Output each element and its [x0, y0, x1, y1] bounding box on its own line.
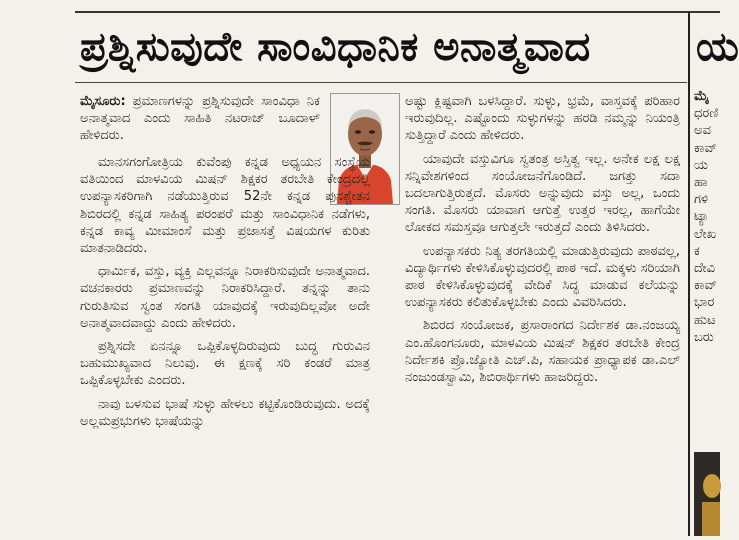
paragraph: ಯಾವುದೇ ವಸ್ತುವಿಗೂ ಸ್ವತಂತ್ರ ಅಸ್ತಿತ್ವ ಇಲ್ಲ. ಅನೇಕ ಲಕ್ಷ ಲಕ್ಷ ಸನ್ನಿವೇಶಗಳಿಂದ ಸಂಯೋಜನೆಗೊಂಡಿದೆ. ಜಗತ್ತು ಸದಾ ಬದಲಾಗುತ್ತಿರುತ್ತದೆ. ಮೊಸರು ಅನ್ನುವುದು ವಸ್ತು ಅಲ್ಲ, ಒಂದು ಸಂಗತಿ. ಮೊಸರು ಯಾವಾಗ ಆಗುತ್ತೆ ಉತ್ತರ ಇರಲ್ಲ, ಹಾಗೆಯೇ ಲೋಕದ ಸಮಸ್ತವೂ ಆಗುತ್ತಲೇ ಇರುತ್ತದೆ ಎಂದು ತಿಳಿಸಿದರು. [405, 151, 680, 236]
adjacent-line: ಹುಟ [694, 312, 716, 328]
paragraph: ಶಿಬಿರದ ಸಂಯೋಜಕ, ಪ್ರಸಾರಾಂಗದ ನಿರ್ದೇಶಕ ಡಾ.ನಂಜಯ್ಯ ಎಂ.ಹೊಂಗನೂರು, ಮಾಳವಿಯ ಮಿಷನ್ ಶಿಕ್ಷಕರ ತರಬೇತಿ ಕೇಂದ್ರ ನಿರ್ದೇಶಕಿ ಪ್ರೊ.ಜ್ಯೋತಿ ಎಚ್.ಪಿ, ಸಹಾಯಕ ಪ್ರಾಧ್ಯಾಪಕ ಡಾ.ಎಲ್ ನಂಜುಂಡಸ್ವಾಮಿ, ಶಿಬಿರಾರ್ಥಿಗಳು ಹಾಜರಿದ್ದರು. [405, 318, 680, 386]
adjacent-line: ಬರು [694, 329, 714, 345]
adjacent-line: ಕಾವ್ [694, 278, 717, 294]
paragraph: ಮಾನಸಗಂಗೋತ್ರಿಯ ಕುವೆಂಪು ಕನ್ನಡ ಅಧ್ಯಯನ ಸಂಸ್ಥೆಯ ವತಿಯಿಂದ ಮಾಳವಿಯ ಮಿಷನ್ ಶಿಕ್ಷಕರ ತರಬೇತಿ ಕೇಂದ್ರದಲ್ಲಿ ಉಪನ್ಯಾಸಕರಿಗಾಗಿ ನಡೆಯುತ್ತಿರುವ 52ನೇ ಕನ್ನಡ ಪುನಶ್ಚೇತನ ಶಿಬಿರದಲ್ಲಿ ಕನ್ನಡ ಸಾಹಿತ್ಯ ಪರಂಪರೆ ಮತ್ತು ಸಾಂವಿಧಾನಿಕ ನಡೆಗಳು, ಕನ್ನಡ ಕಾವ್ಯ ಮೀಮಾಂಸೆ ಮತ್ತು ಪ್ರಜಾಸತ್ತೆ ವಿಷಯಗಳ ಕುರಿತು ಮಾತನಾಡಿದರು. [80, 155, 370, 257]
column-divider [688, 12, 690, 536]
lead-text: ಪ್ರಮಾಣಗಳನ್ನು ಪ್ರಶ್ನಿಸುವುದೇ ಸಾಂವಿಧಾ ನಿಕ ಅನಾತ್ಮವಾದ ಎಂದು ಸಾಹಿತಿ ನಟರಾಜ್ ಬೂದಾಳ್ ಹೇಳಿದರು. [80, 94, 320, 144]
article-lead [80, 93, 320, 151]
paragraph: ಧಾರ್ಮಿಕ, ವಸ್ತು, ವ್ಯಕ್ತಿ ಎಲ್ಲವನ್ನೂ ನಿರಾಕರಿಸುವುದೇ ಅನಾತ್ಮವಾದ. ವಚನಕಾರರು ಪ್ರಮಾಣವನ್ನು ನಿರಾಕರಿಸಿದ್ದಾರೆ. ತನ್ನನ್ನು ತಾನು ಗುರುತಿಸುವ ಸ್ವಂತ ಸಂಗತಿ ಯಾವುದಕ್ಕೆ ಇರುವುದಿಲ್ಲವೋ ಅದೇ ಅನಾತ್ಮವಾದವಾದ್ದು ಎಂದು ಹೇಳಿದರು. [80, 264, 370, 331]
paragraph: ಉಪನ್ಯಾಸಕರು ನಿತ್ಯ ತರಗತಿಯಲ್ಲಿ ಮಾಡುತ್ತಿರುವುದು ಪಾಠವಲ್ಲ, ವಿದ್ಯಾರ್ಥಿಗಳು ಕೇಳಿಸಿಕೊಳ್ಳುವುದರಲ್ಲಿ ಪಾಠ ಇದೆ. ಮಕ್ಕಳು ಸರಿಯಾಗಿ ಪಾಠ ಕೇಳಿಸಿಕೊಳ್ಳುವುದಕ್ಕೆ ವೇದಿಕೆ ಸಿದ್ಧ ಮಾಡುವ ಕಲೆಯನ್ನು ಉಪನ್ಯಾಸಕರು ಕಲಿತುಕೊಳ್ಳಬೇಕು ಎಂದು ವಿವರಿಸಿದರು. [405, 243, 680, 311]
lead-paragraph [80, 93, 320, 145]
article-headline: ಪ್ರಶ್ನಿಸುವುದೇ ಸಾಂವಿಧಾನಿಕ ಅನಾತ್ಮವಾದ [80, 24, 591, 70]
adjacent-line: ಯ [694, 157, 708, 173]
adjacent-line: ಧರಣಿ [694, 106, 719, 122]
headline-rule [75, 82, 687, 83]
paragraph: ಅಷ್ಟು ಕ್ಲಿಷ್ಟವಾಗಿ ಬಳಸಿದ್ದಾರೆ. ಸುಳ್ಳು, ಭ್ರಮೆ, ವಾಸ್ತವಕ್ಕೆ ಪರಿಹಾರ ಇರುವುದಿಲ್ಲ. ಎಷ್ಟೊಂದು ಸುಳ್ಳುಗಳನ್ನು ಹರಡಿ ನಮ್ಮನ್ನು ನಿಯಂತ್ರಿ ಸುತ್ತಿದ್ದಾರೆ ಎಂದು ಹೇಳಿದರು. [405, 94, 680, 144]
paragraph: ಪ್ರಶ್ನಿಸದೇ ಏನನ್ನೂ ಒಪ್ಪಿಕೊಳ್ಳದಿರುವುದು ಬುದ್ಧ ಗುರುವಿನ ಬಹುಮುಖ್ಯವಾದ ನಿಲುವು. ಈ ಕ್ಷಣಕ್ಕೆ ಸರಿ ಕಂಡರೆ ಮಾತ್ರ ಒಪ್ಪಿಕೊಳ್ಳಬೇಕು ಎಂದರು. [80, 339, 370, 389]
adjacent-article-text [694, 88, 724, 448]
adjacent-line: ಅವ [694, 123, 711, 139]
adjacent-photo-image [694, 452, 720, 536]
adjacent-line: ಕ [694, 243, 700, 259]
adjacent-headline-fragment: ಯ [696, 24, 739, 70]
adjacent-line: ಮೈ [694, 89, 710, 104]
adjacent-line: ದೇವಿ [694, 261, 716, 277]
article-column-2 [405, 93, 680, 392]
adjacent-line: ಟ್ಯಾ [694, 209, 709, 225]
paragraph: ನಾವು ಬಳಸುವ ಭಾಷೆ ಸುಳ್ಳು ಹೇಳಲು ಕಟ್ಟಿಕೊಂಡಿರುವುದು. ಅದಕ್ಕೆ ಅಲ್ಲಮಪ್ರಭುಗಳು ಭಾಷೆಯನ್ನು [80, 396, 370, 429]
adjacent-line: ಲೇಖ [694, 226, 717, 242]
adjacent-line: ಹಾ [694, 175, 708, 191]
adjacent-article-photo [694, 452, 720, 536]
adjacent-line: ಗಳಿ [694, 192, 709, 208]
article-column-1 [80, 154, 370, 436]
dateline: ಮೈಸೂರು: [80, 94, 126, 109]
adjacent-line: ಭಾರ [694, 295, 715, 311]
adjacent-line: ಕಾವ್ [694, 140, 717, 156]
top-rule [75, 11, 720, 13]
